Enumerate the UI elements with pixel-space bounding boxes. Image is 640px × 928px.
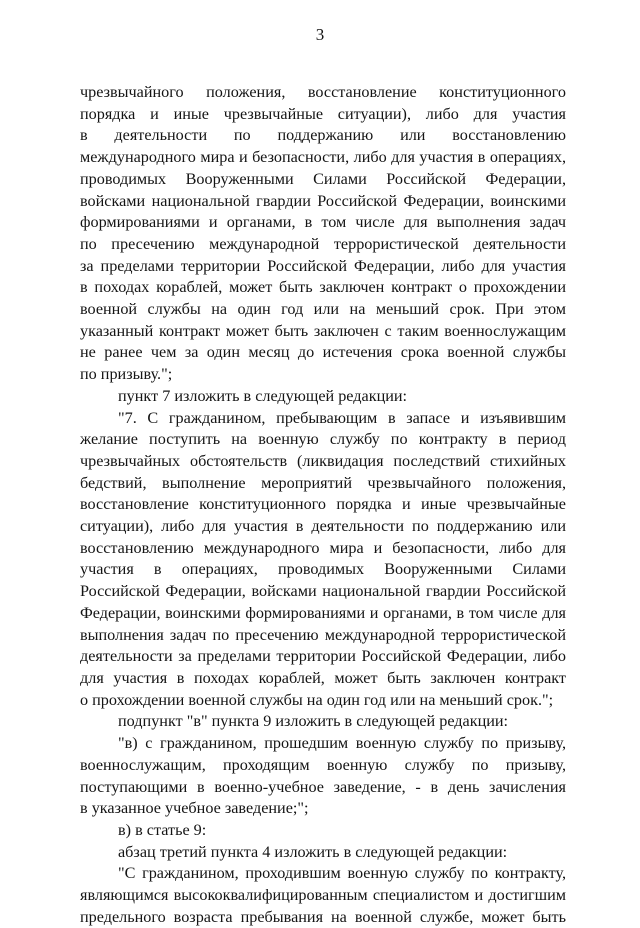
text-line: желание поступить на военную службу по контракту в период	[80, 430, 566, 449]
text-line: восстановление конституционного порядка и иные чрезвычайные	[80, 495, 566, 514]
text-line: ситуации), либо для участия в деятельности по поддержанию или	[80, 517, 566, 536]
text-line: международного мира и безопасности, либо для участия в операциях,	[80, 148, 566, 167]
paragraph	[80, 711, 566, 733]
paragraph	[80, 408, 566, 712]
text-line: в) в статье 9:	[118, 820, 207, 839]
text-line: Российской Федерации, войсками национальной гвардии Российской	[80, 582, 566, 601]
text-line: для участия в походах кораблей, может быть заключен контракт	[80, 668, 566, 687]
paragraph	[80, 82, 566, 386]
text-line: о прохождении военной службы на один год или на меньший срок.";	[80, 690, 554, 709]
text-line: "в) с гражданином, прошедшим военную службу по призыву,	[118, 734, 566, 753]
paragraph	[80, 386, 566, 408]
text-line: формированиями и органами, в том числе для выполнения задач	[80, 213, 566, 232]
text-line: являющимся высококвалифицированным специалистом и достигшим	[80, 886, 566, 905]
text-line: военнослужащим, проходящим военную службу по призыву,	[80, 755, 566, 774]
text-line: в указанное учебное заведение;";	[80, 799, 309, 818]
text-line: бедствий, выполнение мероприятий чрезвычайного положения,	[80, 473, 566, 492]
text-line: деятельности за пределами территории Российской Федерации, либо	[80, 647, 566, 666]
text-line: абзац третий пункта 4 изложить в следующей редакции:	[118, 842, 508, 861]
text-line: участия в операциях, проводимых Вооруженными Силами	[80, 560, 566, 579]
text-line: за пределами территории Российской Федерации, либо для участия	[80, 256, 566, 275]
text-line: поступающими в военно-учебное заведение, - в день зачисления	[80, 777, 566, 796]
text-line: проводимых Вооруженными Силами Российской Федерации,	[80, 169, 566, 188]
text-line: указанный контракт может быть заключен с таким военнослужащим	[80, 321, 566, 340]
text-line: порядка и иные чрезвычайные ситуации), либо для участия	[80, 104, 566, 123]
text-line: выполнения задач по пресечению международной террористической	[80, 625, 566, 644]
text-line: не ранее чем за один месяц до истечения срока военной службы	[80, 343, 566, 362]
text-line: военной службы на один год или на меньший срок. При этом	[80, 300, 566, 319]
text-line: восстановлению международного мира и безопасности, либо для	[80, 538, 566, 557]
text-line: "С гражданином, проходившим военную службу по контракту,	[118, 864, 566, 883]
text-line: пункт 7 изложить в следующей редакции:	[118, 386, 408, 405]
paragraph	[80, 820, 566, 842]
text-line: по пресечению международной террористической деятельности	[80, 234, 566, 253]
text-line: войсками национальной гвардии Российской Федерации, воинскими	[80, 191, 566, 210]
text-line: чрезвычайного положения, восстановление конституционного	[80, 83, 566, 101]
text-line: по призыву.";	[80, 365, 173, 384]
text-line: Федерации, воинскими формированиями и органами, в том числе для	[80, 603, 566, 622]
page-number: 3	[315, 25, 325, 44]
document-body	[80, 82, 566, 928]
text-line: в деятельности по поддержанию или восстановлению	[80, 126, 566, 145]
text-line: подпункт "в" пункта 9 изложить в следующей редакции:	[118, 712, 509, 731]
text-line: предельного возраста пребывания на военной службе, может быть	[80, 907, 566, 926]
paragraph	[80, 842, 566, 864]
paragraph	[80, 733, 566, 820]
text-line: чрезвычайных обстоятельств (ликвидация последствий стихийных	[80, 451, 566, 470]
paragraph	[80, 863, 566, 928]
text-line: "7. С гражданином, пребывающим в запасе и изъявившим	[118, 408, 566, 427]
text-line: в походах кораблей, может быть заключен контракт о прохождении	[80, 278, 566, 297]
